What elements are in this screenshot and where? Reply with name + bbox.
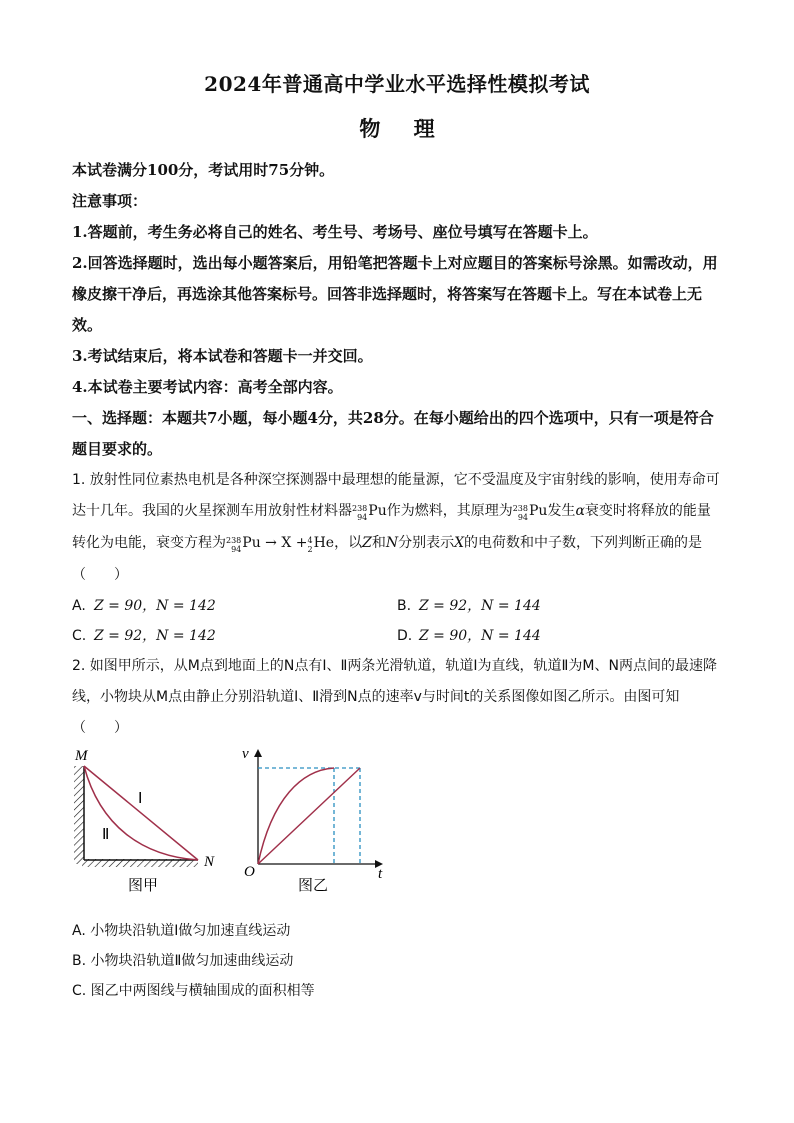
label-N: N — [204, 854, 215, 870]
decay-equation: 238 94 Pu → X + 4 2 He — [226, 535, 335, 554]
option-d[interactable]: D. Z = 90，N = 144 — [397, 628, 541, 644]
label-v: v — [242, 748, 249, 762]
v-axis-arrow — [254, 749, 262, 757]
graph-track-II — [258, 768, 334, 864]
wall-hatch — [74, 766, 84, 864]
label-I: Ⅰ — [138, 791, 143, 807]
exam-page — [72, 68, 722, 1006]
section-heading: 一、选择题：本题共7小题，每小题4分，共28分。在每小题给出的四个选项中，只有一项是符合题目要求的。 — [72, 409, 714, 458]
q2-choice-c[interactable]: C. 图乙中两图线与横轴围成的面积相等 — [72, 983, 315, 999]
q2-choice-a[interactable]: A. 小物块沿轨道Ⅰ做匀加速直线运动 — [72, 923, 291, 939]
question-1-stem: 1. 放射性同位素热电机是各种深空探测器中最理想的能量源，它不受温度及宇宙射线的影响，使用寿命可达十几年。我国的火星探测车用放射性材料器 238 94 Pu作为燃料，其原理为 238 94 Pu发生α衰变时将释放的能量转化为电能，衰变方程为 238 94 Pu → X + 4 2 He，以Z和N分别表示X的电荷数和中子数，下列判断正确的是（ ） — [72, 472, 720, 583]
question-2-stem: 2. 如图甲所示，从M点到地面上的N点有Ⅰ、Ⅱ两条光滑轨道，轨道Ⅰ为直线，轨道Ⅱ为M、N两点间的最速降线，小物块从M点由静止分别沿轨道Ⅰ、Ⅱ滑到N点的速率v与时间t的关系图像如图乙所示。由图可知（ ） — [72, 658, 717, 736]
option-b[interactable]: B. Z = 92，N = 144 — [397, 598, 541, 614]
notice-item-1: 1.答题前，考生务必将自己的姓名、考生号、考场号、座位号填写在答题卡上。 — [72, 223, 598, 241]
caption-jia: 图甲 — [128, 876, 159, 894]
question-1-options — [72, 591, 722, 651]
figures-svg — [72, 748, 402, 916]
label-II: Ⅱ — [102, 827, 110, 843]
label-M: M — [75, 748, 88, 764]
option-c[interactable]: C. Z = 92，N = 142 — [72, 628, 216, 644]
option-a[interactable]: A. Z = 90，N = 142 — [72, 598, 216, 614]
pu-nuclide-2: 238 94 Pu — [512, 503, 548, 522]
label-t: t — [378, 866, 383, 882]
caption-yi: 图乙 — [298, 876, 329, 894]
notice-item-4: 4.本试卷主要考试内容：高考全部内容。 — [72, 378, 343, 396]
q2-choice-b[interactable]: B. 小物块沿轨道Ⅱ做匀加速曲线运动 — [72, 953, 294, 969]
notice-item-2: 2.回答选择题时，选出每小题答案后，用铅笔把答题卡上对应题目的答案标号涂黑。如需改动，用橡皮擦干净后，再选涂其他答案标号。回答非选择题时，将答案写在答题卡上。写在本试卷上无效。 — [72, 254, 718, 334]
score-line: 本试卷满分100分，考试用时75分钟。 — [72, 161, 335, 179]
figure-yi — [242, 748, 383, 894]
question-2-figures — [72, 748, 722, 916]
notice-item-3: 3.考试结束后，将本试卷和答题卡一并交回。 — [72, 347, 373, 365]
notice-heading: 注意事项： — [72, 192, 148, 210]
exam-title: 2024年普通高中学业水平选择性模拟考试 — [204, 72, 590, 96]
figure-jia — [74, 748, 215, 894]
track-I — [84, 766, 198, 860]
pu-nuclide: 238 94 Pu — [352, 503, 387, 522]
label-O: O — [244, 864, 255, 880]
subject-title: 物 理 — [359, 116, 435, 141]
